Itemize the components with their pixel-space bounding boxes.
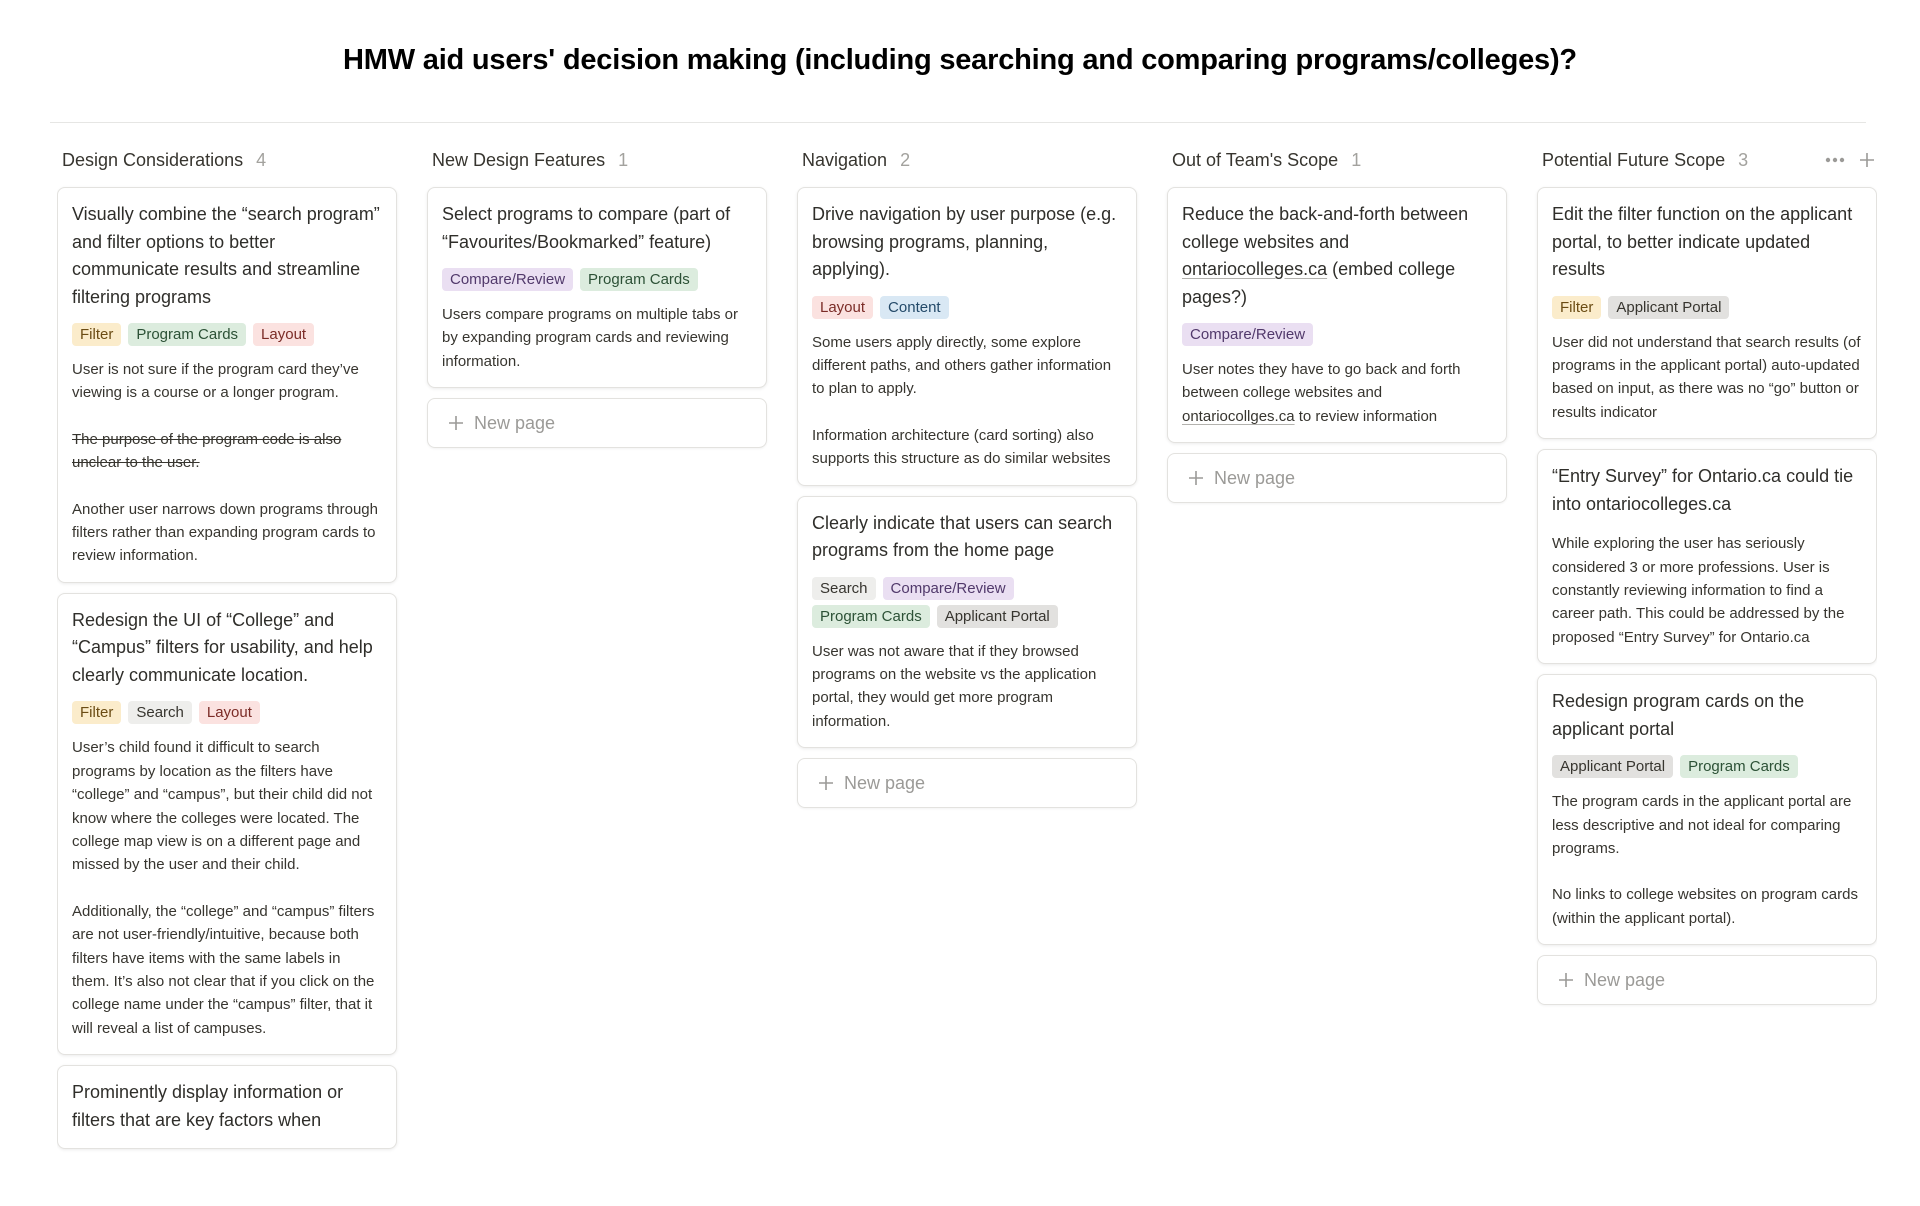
card-body xyxy=(1552,532,1862,649)
card-body xyxy=(1182,358,1492,428)
new-page-label: New page xyxy=(474,412,556,433)
card[interactable] xyxy=(1537,674,1877,945)
column-header[interactable] xyxy=(427,145,767,175)
card-body-paragraph: Another user narrows down programs through filters rather than expanding program cards to review information. xyxy=(72,500,378,565)
ontariocolleges-link[interactable]: ontariocolleges.ca xyxy=(1182,259,1328,279)
card-title: Redesign the UI of “College” and “Campus” filters for usability, and help clearly communicate location. xyxy=(72,609,373,685)
column-new-design-features xyxy=(427,145,767,448)
new-page-label: New page xyxy=(1584,969,1666,990)
tag-layout: Layout xyxy=(812,296,873,319)
card-title: Select programs to compare (part of “Favourites/Bookmarked” feature) xyxy=(442,204,731,252)
card[interactable] xyxy=(57,187,397,583)
kanban-board xyxy=(57,145,1877,1206)
tag-compare-review: Compare/Review xyxy=(1182,323,1313,346)
tag-program-cards: Program Cards xyxy=(812,605,930,628)
column-title: Design Considerations xyxy=(62,149,244,170)
card-title-text: (embed college pages?) xyxy=(1182,259,1456,307)
plus-icon[interactable] xyxy=(1859,152,1875,168)
card[interactable] xyxy=(1537,449,1877,664)
column-actions xyxy=(1825,152,1877,168)
column-out-of-teams-scope xyxy=(1167,145,1507,503)
card-body xyxy=(72,736,382,1040)
new-page-button[interactable] xyxy=(1167,453,1507,503)
column-count: 4 xyxy=(256,149,267,170)
card-title: Clearly indicate that users can search programs from the home page xyxy=(812,512,1113,561)
tag-program-cards: Program Cards xyxy=(580,268,698,291)
title-divider xyxy=(50,122,1866,123)
card-body-text: User notes they have to go back and forth between college websites and xyxy=(1182,361,1461,402)
tag-list xyxy=(812,296,1122,319)
tag-applicant-portal: Applicant Portal xyxy=(937,605,1058,628)
card-title-text: Reduce the back-and-forth between college websites and xyxy=(1182,204,1469,252)
card[interactable] xyxy=(57,593,397,1055)
card-body-paragraph: The program cards in the applicant portal are less descriptive and not ideal for comparing programs. xyxy=(1552,793,1852,857)
tag-compare-review: Compare/Review xyxy=(442,268,573,291)
page-title: HMW aid users' decision making (including searching and comparing programs/colleges)? xyxy=(343,44,1577,76)
column-design-considerations xyxy=(57,145,397,1159)
new-page-button[interactable] xyxy=(1537,955,1877,1005)
card-title: “Entry Survey” for Ontario.ca could tie into ontariocolleges.ca xyxy=(1552,466,1854,514)
tag-list xyxy=(812,577,1122,628)
column-header[interactable] xyxy=(1167,145,1507,175)
tag-program-cards: Program Cards xyxy=(1680,755,1798,778)
column-navigation xyxy=(797,145,1137,808)
card[interactable] xyxy=(57,1065,397,1149)
new-page-button[interactable] xyxy=(427,398,767,448)
new-page-button[interactable] xyxy=(797,758,1137,808)
card-title: Edit the filter function on the applicant portal, to better indicate updated results xyxy=(1552,204,1853,279)
plus-icon xyxy=(1558,972,1574,988)
ontariocollges-link[interactable]: ontariocollges.ca xyxy=(1182,407,1295,425)
column-header[interactable] xyxy=(57,145,397,175)
tag-applicant-portal: Applicant Portal xyxy=(1552,755,1673,778)
card-body-paragraph: Additionally, the “college” and “campus” filters are not user-friendly/intuitive, because both filters have items with the same labels in them. It’s also not clear that if you click on the college name under the “campus” filter, that it will reveal a list of campuses. xyxy=(72,902,375,1037)
column-title: Out of Team's Scope xyxy=(1172,149,1339,170)
tag-content: Content xyxy=(880,296,949,319)
new-page-label: New page xyxy=(1214,467,1296,488)
card-title: Visually combine the “search program” and filter options to better communicate results and streamline filtering programs xyxy=(72,204,380,307)
card-body xyxy=(72,358,382,568)
column-header[interactable] xyxy=(797,145,1137,175)
tag-list xyxy=(442,268,752,291)
card-body-paragraph: Information architecture (card sorting) also supports this structure as do similar websites xyxy=(812,426,1111,468)
tag-filter: Filter xyxy=(72,323,121,346)
card-body xyxy=(1552,331,1862,425)
card[interactable] xyxy=(797,187,1137,486)
column-title: New Design Features xyxy=(432,149,606,170)
tag-list xyxy=(72,701,382,724)
column-title: Navigation xyxy=(802,149,888,170)
card-body-paragraph-strikethrough: The purpose of the program code is also unclear to the user. xyxy=(72,430,342,472)
card-body xyxy=(442,303,752,373)
tag-applicant-portal: Applicant Portal xyxy=(1608,296,1729,319)
card-body xyxy=(812,640,1122,734)
tag-layout: Layout xyxy=(199,701,260,724)
card-body-paragraph: User is not sure if the program card they’ve viewing is a course or a longer program. xyxy=(72,361,359,402)
tag-compare-review: Compare/Review xyxy=(883,577,1014,600)
tag-program-cards: Program Cards xyxy=(128,323,246,346)
new-page-label: New page xyxy=(844,772,926,793)
column-count: 1 xyxy=(618,149,629,170)
card[interactable] xyxy=(1167,187,1507,443)
card-title: Prominently display information or filters that are key factors when xyxy=(72,1082,344,1130)
card-body-paragraph: Users compare programs on multiple tabs or by expanding program cards and reviewing information. xyxy=(442,306,738,370)
card-title: Redesign program cards on the applicant portal xyxy=(1552,691,1805,739)
tag-search: Search xyxy=(128,701,192,724)
card[interactable] xyxy=(797,496,1137,749)
tag-list xyxy=(1552,755,1862,778)
more-horizontal-icon[interactable] xyxy=(1825,157,1845,163)
column-count: 3 xyxy=(1738,149,1749,170)
tag-filter: Filter xyxy=(72,701,121,724)
tag-list xyxy=(1182,323,1492,346)
column-potential-future-scope xyxy=(1537,145,1877,1005)
card-body xyxy=(812,331,1122,471)
column-count: 1 xyxy=(1351,149,1362,170)
card-title xyxy=(1182,201,1492,311)
tag-search: Search xyxy=(812,577,876,600)
card-body-paragraph: User was not aware that if they browsed programs on the website vs the application portal, they would get more program information. xyxy=(812,642,1097,730)
card[interactable] xyxy=(427,187,767,388)
card-body-paragraph xyxy=(1182,358,1492,428)
card-title: Drive navigation by user purpose (e.g. browsing programs, planning, applying). xyxy=(812,204,1117,279)
card-body-paragraph: No links to college websites on program cards (within the applicant portal). xyxy=(1552,886,1858,927)
tag-filter: Filter xyxy=(1552,296,1601,319)
plus-icon xyxy=(448,415,464,431)
card-body-paragraph: Some users apply directly, some explore different paths, and others gather information to plan to apply. xyxy=(812,333,1112,398)
tag-list xyxy=(72,323,382,346)
card-body-paragraph: While exploring the user has seriously considered 3 or more professions. User is constantly reviewing information to find a career path. This could be addressed by the proposed “Entry Survey” for Ontario.ca xyxy=(1552,535,1845,646)
plus-icon xyxy=(818,775,834,791)
card-body xyxy=(1552,790,1862,930)
column-header[interactable] xyxy=(1537,145,1877,175)
card-body-paragraph: User did not understand that search results (of programs in the applicant portal) auto-updated based on input, as there was no “go” button or results indicator xyxy=(1552,333,1861,421)
card-body-text: to review information xyxy=(1294,407,1438,425)
column-count: 2 xyxy=(900,149,911,170)
column-title: Potential Future Scope xyxy=(1542,149,1726,170)
card[interactable] xyxy=(1537,187,1877,439)
plus-icon xyxy=(1188,470,1204,486)
card-body-paragraph: User’s child found it difficult to search programs by location as the filters have “college” and “campus”, but their child did not know where the colleges were located. The college map view is on a different page and missed by the user and their child. xyxy=(72,739,373,874)
tag-list xyxy=(1552,296,1862,319)
tag-layout: Layout xyxy=(253,323,314,346)
